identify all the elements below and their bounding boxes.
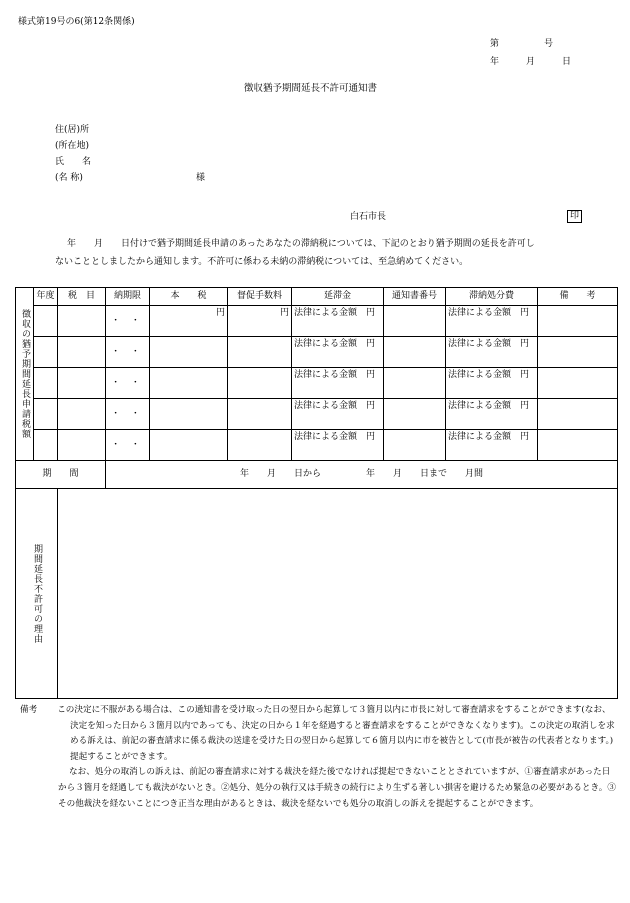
- due-date-cell: ・ ・: [106, 368, 150, 399]
- header-demand-fee: 督促手数料: [228, 288, 292, 306]
- reason-label: 期間延長不許可の理由: [16, 489, 58, 699]
- intro-line-2: ないこととしましたから通知します。不許可に係わる未納の滞納税については、至急納めてください。: [55, 257, 469, 267]
- delinquency-legal-amount: 法律による金額 円: [292, 368, 384, 399]
- header-notice-number: 通知書番号: [384, 288, 446, 306]
- demand-fee-yen: 円: [228, 306, 292, 337]
- recipient-name-label: 氏 名: [55, 157, 92, 167]
- due-date-cell: ・ ・: [106, 399, 150, 430]
- seal-mark: 印: [567, 210, 582, 223]
- header-fiscal-year: 年度: [34, 288, 58, 306]
- disposition-legal-amount: 法律による金額 円: [446, 399, 538, 430]
- disposition-legal-amount: 法律による金額 円: [446, 337, 538, 368]
- recipient-corp-name-label: (名 称): [55, 173, 83, 183]
- table-row: [16, 430, 618, 461]
- delinquency-legal-amount: 法律による金額 円: [292, 430, 384, 461]
- header-tax-item: 税 目: [58, 288, 106, 306]
- disposition-legal-amount: 法律による金額 円: [446, 368, 538, 399]
- delinquency-legal-amount: 法律による金額 円: [292, 399, 384, 430]
- table-row: [16, 306, 618, 337]
- tax-amount-table: [15, 287, 618, 699]
- issuer-mayor: 白石市長: [350, 212, 387, 222]
- recipient-location-label: (所在地): [55, 141, 90, 151]
- disposition-legal-amount: 法律による金額 円: [446, 430, 538, 461]
- intro-line-1: 年 月 日付けで猶予期間延長申請のあったあなたの滞納税については、下記のとおり猶予期間の延長を許可し: [67, 239, 535, 249]
- side-label-applied-amount: 徴収の猶予期間延長申請税額: [16, 288, 34, 461]
- due-date-cell: ・ ・: [106, 306, 150, 337]
- document-number: 第 号: [490, 39, 554, 49]
- header-disposition-cost: 滞納処分費: [446, 288, 538, 306]
- notes-paragraph-1: この決定に不服がある場合は、この通知書を受け取った日の翌日から起算して３箇月以内に市長に対して審査請求をすることができます(なお、決定を知った日から３箇月以内であっても、決定の日から１年を経過すると審査請求をすることができなくなります)。この決定の取消しを求める訴えは、前記の審査請求に係る裁決の送達を受けた日の翌日から起算して６箇月以内に市を被告として(市長が被告の代表者となります。)提起することができます。: [57, 705, 615, 762]
- header-delinquency-charge: 延滞金: [292, 288, 384, 306]
- recipient-address-label: 住(居)所: [55, 125, 90, 135]
- issue-date: 年 月 日: [490, 57, 572, 67]
- table-row: [16, 337, 618, 368]
- principal-yen: 円: [150, 306, 228, 337]
- notes-label: 備考: [20, 705, 38, 715]
- notes-section: [20, 703, 618, 812]
- notes-paragraph-2: なお、処分の取消しの訴えは、前記の審査請求に対する裁決を経た後でなければ提起できないこととされていますが、①審査請求があった日から３箇月を経過しても裁決がないとき。②処分、処分の執行又は手続きの続行により生ずる著しい損害を避けるため緊急の必要があるとき。③その他裁決を経ないことにつき正当な理由があるときは、裁決を経ないでも処分の取消しの訴えを提起することができます。: [58, 767, 616, 809]
- period-label: 期 間: [16, 461, 106, 489]
- delinquency-legal-amount: 法律による金額 円: [292, 337, 384, 368]
- document-title: 徴収猶予期間延長不許可通知書: [244, 83, 378, 94]
- header-principal-tax: 本 税: [150, 288, 228, 306]
- reason-content: [58, 489, 618, 699]
- due-date-cell: ・ ・: [106, 337, 150, 368]
- honorific: 様: [196, 173, 206, 183]
- due-date-cell: ・ ・: [106, 430, 150, 461]
- delinquency-legal-amount: 法律による金額 円: [292, 306, 384, 337]
- form-id: 様式第19号の6(第12条関係): [18, 17, 135, 27]
- table-row: [16, 399, 618, 430]
- disposition-legal-amount: 法律による金額 円: [446, 306, 538, 337]
- header-due-date: 納期限: [106, 288, 150, 306]
- period-value: 年 月 日から 年 月 日まで 月間: [106, 461, 618, 489]
- table-row: [16, 368, 618, 399]
- header-remarks: 備 考: [538, 288, 618, 306]
